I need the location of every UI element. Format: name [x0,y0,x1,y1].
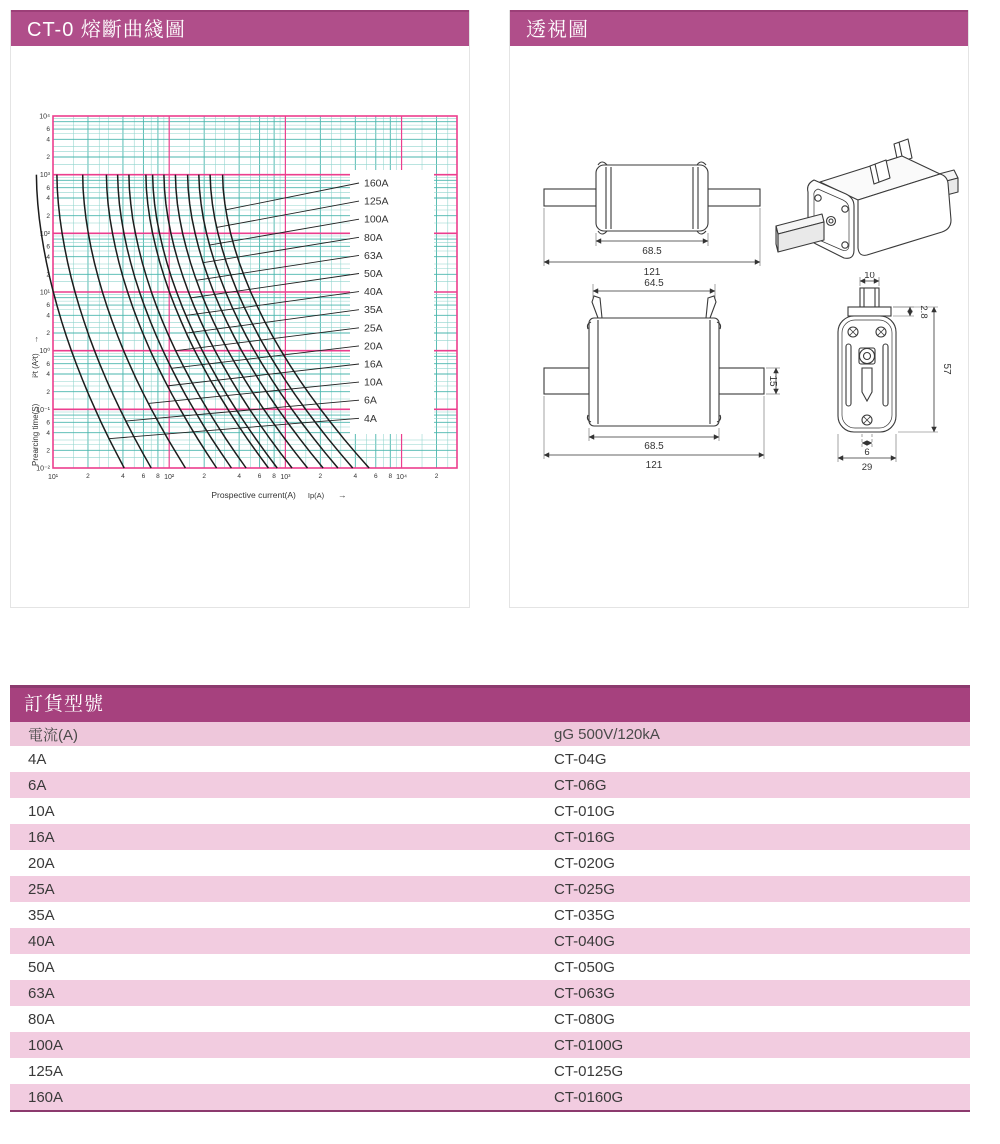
end-view-drawing [790,272,962,472]
fuse-blade-right [708,189,760,206]
svg-text:2: 2 [434,473,439,480]
dim-total-length: 121 [645,460,663,471]
cell-model: CT-0160G [554,1088,624,1106]
svg-text:2: 2 [318,473,323,480]
svg-text:10³: 10³ [39,172,50,180]
legend-label: 50A [364,268,383,280]
svg-text:4: 4 [46,253,50,261]
cell-current: 160A [28,1088,64,1106]
legend-label: 20A [364,340,383,353]
fuse-blade-left [544,368,589,394]
fuse-lug-left [592,296,602,318]
dim-blade-height: 15 [767,375,778,387]
table-row [10,980,970,1006]
cell-current: 6A [28,776,47,794]
cell-model: CT-050G [554,958,615,976]
svg-text:2: 2 [46,271,50,279]
legend-label: 16A [364,358,383,371]
perspective-panel-title: 透視圖 [510,10,968,46]
table-row [10,798,970,824]
fuse-blade-left [544,189,596,206]
dim-blade-width: 6 [864,447,870,458]
dim-tab-height: 2.8 [918,305,929,319]
svg-text:10³: 10³ [280,474,291,481]
table-row [10,772,970,798]
table-row [10,1032,970,1058]
cell-current: 100A [28,1036,64,1054]
dim-tab-width: 10 [864,272,875,281]
order-table [10,685,970,1112]
table-row [10,902,970,928]
legend-label: 160A [364,177,389,190]
table-row [10,850,970,876]
svg-text:2: 2 [46,447,50,455]
legend-label: 6A [364,394,377,407]
cell-current: 35A [28,906,55,924]
svg-text:4: 4 [237,473,241,480]
svg-text:8: 8 [388,473,393,480]
svg-text:10⁴: 10⁴ [396,474,407,481]
svg-text:10¹: 10¹ [47,474,59,481]
perspective-panel [509,10,969,608]
cell-model: CT-025G [554,880,615,898]
order-table-title: 訂貨型號 [10,685,970,722]
cell-current: 4A [28,750,47,768]
cell-model: CT-016G [554,828,615,846]
dim-body-length: 68.5 [642,246,662,257]
fuse-curve-chart [29,100,471,512]
svg-text:6: 6 [141,473,146,480]
cell-model: CT-0125G [554,1062,624,1080]
cell-model: CT-063G [554,984,615,1002]
svg-text:2: 2 [46,330,50,338]
svg-text:8: 8 [156,473,160,480]
svg-text:10⁻¹: 10⁻¹ [36,406,50,414]
svg-text:4: 4 [46,136,50,144]
fusing-curve-panel-title: CT-0 熔斷曲綫圖 [11,10,469,46]
legend-label: 35A [364,304,383,317]
table-row [10,954,970,980]
fusing-curve-panel [10,10,470,608]
dim-body-width: 29 [861,462,873,472]
legend-label: 25A [364,322,383,335]
fuse-body [596,165,708,231]
svg-text:4: 4 [46,429,50,437]
svg-text:2: 2 [86,473,90,480]
cell-current: 20A [28,854,55,872]
order-table-header-row [10,722,970,746]
x-axis-title: Prospective current(A) Ip(A) → [211,490,347,500]
svg-text:4: 4 [353,473,358,480]
svg-text:2: 2 [46,154,50,162]
table-row [10,1058,970,1084]
side-view-drawing [534,276,784,472]
table-row [10,746,970,772]
order-table-body [10,746,970,1110]
svg-text:8: 8 [272,473,276,480]
svg-text:10¹: 10¹ [39,289,50,297]
cell-current: 80A [28,1010,55,1028]
top-view-drawing [536,138,770,280]
svg-text:6: 6 [373,473,378,480]
column-header-current: 電流(A) [28,726,78,744]
svg-text:4: 4 [46,371,50,379]
svg-text:6: 6 [46,184,50,192]
cell-current: 10A [28,802,55,820]
cell-current: 25A [28,880,55,898]
legend-label: 40A [364,286,383,299]
fuse-blade-right [719,368,764,394]
cell-current: 63A [28,984,55,1002]
svg-text:6: 6 [257,473,262,480]
legend-label: 10A [364,376,383,389]
legend-label: 63A [364,249,383,262]
isometric-view-drawing [766,128,968,280]
table-row [10,928,970,954]
svg-text:10⁰: 10⁰ [39,348,50,356]
dim-tab-span: 64.5 [644,278,664,289]
svg-text:10²: 10² [164,474,175,481]
svg-text:2: 2 [46,212,50,220]
fuse-body [589,318,719,426]
cell-model: CT-04G [554,750,607,768]
legend-label: 80A [364,231,383,244]
dim-height: 57 [941,363,952,375]
svg-text:6: 6 [46,302,50,310]
cell-model: CT-010G [554,802,615,820]
cell-current: 125A [28,1062,64,1080]
legend-label: 4A [364,412,377,425]
cell-model: CT-020G [554,854,615,872]
cell-model: CT-0100G [554,1036,624,1054]
legend-label: 125A [364,195,389,208]
y-axis-title: Prearcing time(S)i²t (A²t)→ [31,335,40,466]
svg-text:2: 2 [202,473,206,480]
legend-label: 100A [364,213,389,226]
svg-text:4: 4 [121,473,125,480]
cell-model: CT-080G [554,1010,615,1028]
svg-text:10⁻²: 10⁻² [36,465,50,473]
svg-text:6: 6 [46,126,50,134]
table-row [10,876,970,902]
table-row [10,1006,970,1032]
svg-text:10²: 10² [39,230,50,238]
cell-model: CT-040G [554,932,615,950]
svg-text:6: 6 [46,419,50,427]
fuse-lug-right [706,296,716,318]
cell-current: 40A [28,932,55,950]
chart-curves [36,175,369,468]
svg-text:4: 4 [46,312,50,320]
column-header-rating: gG 500V/120kA [554,725,660,743]
svg-text:2: 2 [46,388,50,396]
svg-text:10⁴: 10⁴ [39,113,50,121]
table-row [10,1084,970,1110]
fuse-top-tab [860,288,879,307]
svg-text:6: 6 [46,243,50,251]
cell-current: 16A [28,828,55,846]
svg-text:4: 4 [46,195,50,203]
cell-model: CT-06G [554,776,607,794]
table-row [10,824,970,850]
svg-text:6: 6 [46,360,50,368]
cell-current: 50A [28,958,55,976]
dim-body-length: 68.5 [644,441,664,452]
dim-total-length: 121 [643,267,661,278]
cell-model: CT-035G [554,906,615,924]
